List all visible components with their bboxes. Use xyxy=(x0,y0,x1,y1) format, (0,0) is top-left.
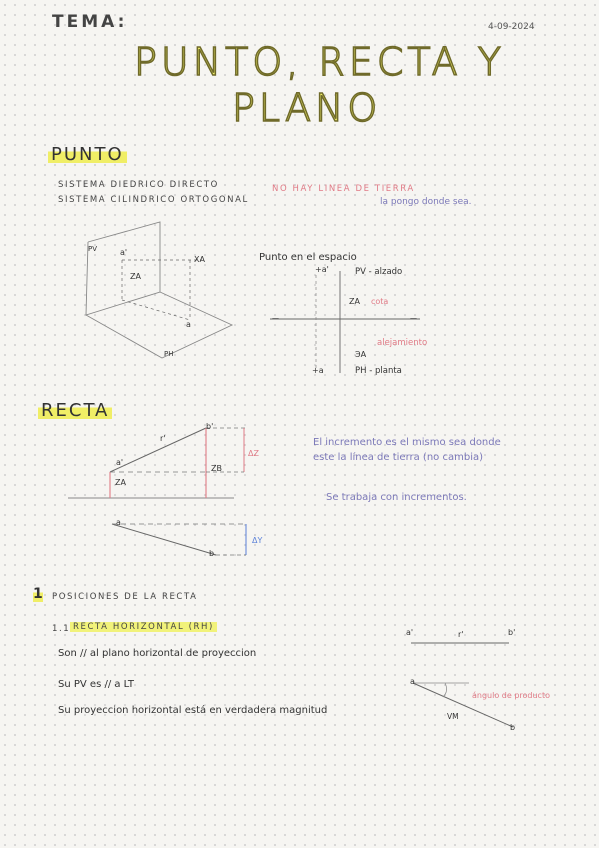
proj-cota: cota xyxy=(371,297,389,306)
recta-text-3: Se trabaja con incrementos. xyxy=(326,492,467,503)
point-3d-diagram xyxy=(80,220,250,365)
rh-b: b xyxy=(510,723,516,732)
proj-alejamiento: alejamiento xyxy=(377,338,428,348)
recta-b-prime: b' xyxy=(206,422,214,431)
proj-ya: ЭA xyxy=(355,350,367,359)
posiciones-line-2: Su PV es // a LT xyxy=(58,679,134,690)
proj-dash-left: — xyxy=(272,314,279,322)
label-za: ZA xyxy=(130,272,141,281)
recta-r-prime: r' xyxy=(160,434,166,443)
label-a-prime: a' xyxy=(120,248,128,257)
recta-text-2: este la línea de tierra (no cambia) xyxy=(313,452,483,463)
proj-a-prime: +a' xyxy=(315,265,329,274)
date: 4-09-2024 xyxy=(488,22,535,32)
section-number: 1 xyxy=(33,586,43,602)
page-title-line2: PLANO xyxy=(232,86,382,130)
tema-label: TEMA: xyxy=(52,12,128,32)
label-a: a xyxy=(186,320,191,329)
recta-b: b xyxy=(209,549,215,558)
recta-delta-y: ΔY xyxy=(252,536,263,545)
space-title: Punto en el espacio xyxy=(259,252,357,263)
proj-ph-planta: PH - planta xyxy=(355,366,402,376)
no-line-note: NO HAY LINEA DE TIERRA xyxy=(272,184,415,194)
proj-za: ZA xyxy=(349,297,360,306)
rh-angle-note: ángulo de producto xyxy=(472,691,550,700)
posiciones-line-3: Su proyeccion horizontal está en verdadera magnitud xyxy=(58,705,328,716)
section-heading-punto: PUNTO xyxy=(48,144,127,165)
proj-dash-right: — xyxy=(410,314,417,322)
proj-pv-alzado: PV - alzado xyxy=(355,267,403,277)
recta-za: ZA xyxy=(115,478,126,487)
rh-vm: VM xyxy=(447,712,459,721)
sub-number: 1.1 xyxy=(52,624,71,634)
system-line-1: SISTEMA DIEDRICO DIRECTO xyxy=(58,180,219,190)
recta-horizontal-diagram xyxy=(405,635,535,735)
proj-a-low: +a xyxy=(312,366,324,375)
section-heading-recta: RECTA xyxy=(38,400,112,421)
recta-text-1: El incremento es el mismo sea donde xyxy=(313,437,501,448)
note-line: la pongo donde sea. xyxy=(380,197,472,207)
rh-a-prime: a' xyxy=(406,628,414,637)
section-heading-posiciones: POSICIONES DE LA RECTA xyxy=(52,592,198,602)
sub-heading-recta-horizontal: RECTA HORIZONTAL (RH) xyxy=(70,622,217,632)
recta-a: a xyxy=(116,518,121,527)
recta-zb: ZB xyxy=(211,464,222,473)
rh-a: a xyxy=(410,677,415,686)
point-projection-diagram xyxy=(270,265,430,380)
page-title-line1: PUNTO, RECTA Y xyxy=(134,40,505,84)
label-pv: PV xyxy=(88,245,98,253)
posiciones-line-1: Son // al plano horizontal de proyeccion xyxy=(58,648,257,659)
rh-r-prime: r' xyxy=(458,630,464,639)
label-ph: PH xyxy=(164,350,174,358)
rh-b-prime: b' xyxy=(508,628,516,637)
recta-a-prime: a' xyxy=(116,458,124,467)
recta-delta-z: ΔZ xyxy=(248,449,259,458)
label-xa: XA xyxy=(194,255,205,264)
system-line-2: SISTEMA CILINDRICO ORTOGONAL xyxy=(58,195,249,205)
